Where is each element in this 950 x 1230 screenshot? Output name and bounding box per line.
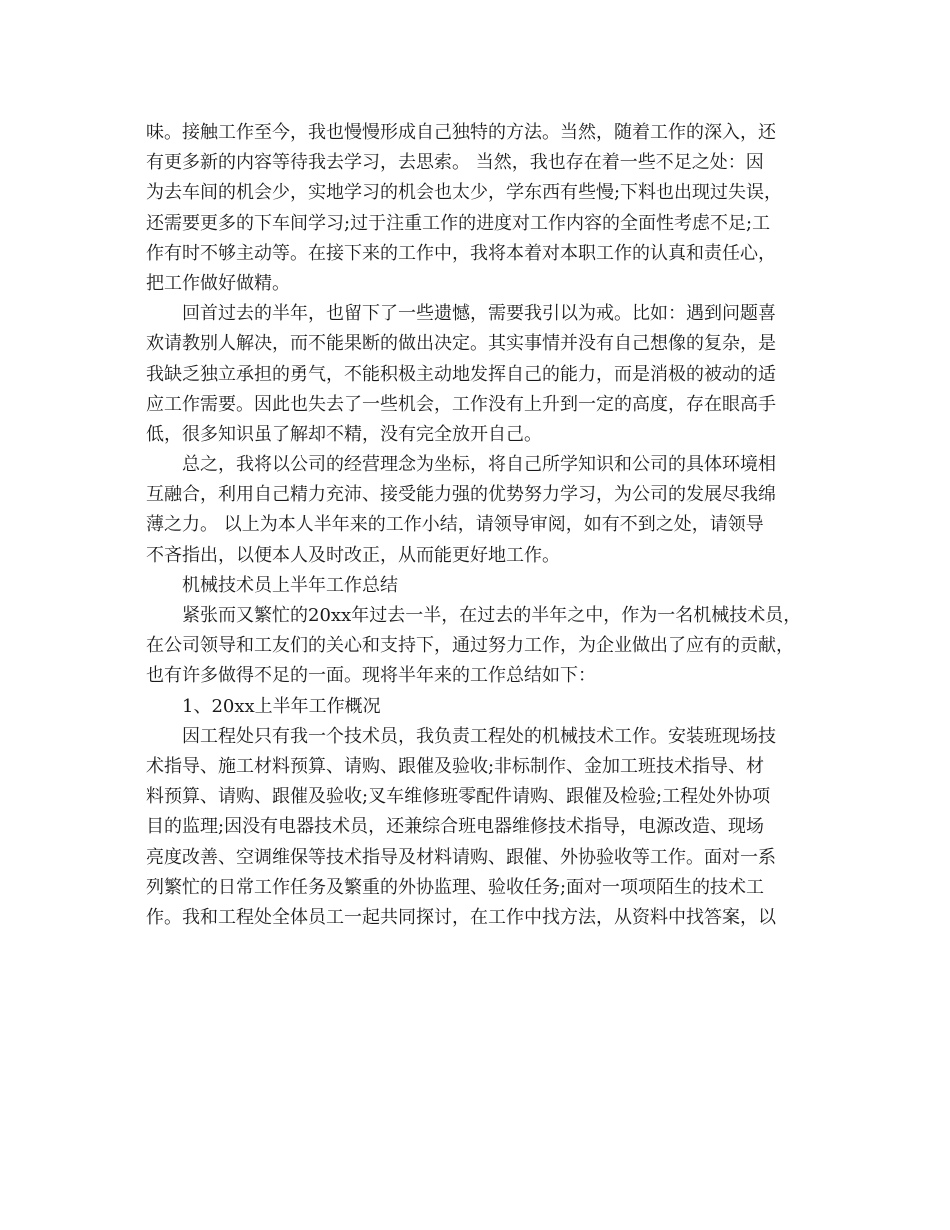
- text-line: 在公司领导和工友们的关心和支持下，通过努力工作，为企业做出了应有的贡献，: [146, 635, 794, 657]
- text-line: 味。接触工作至今，我也慢慢形成自己独特的方法。当然，随着工作的深入，还: [146, 122, 776, 143]
- document-body: [146, 118, 826, 933]
- text-line: 应工作需要。因此也失去了一些机会，工作没有上升到一定的高度，存在眼高手: [146, 393, 776, 415]
- text-line: 有更多新的内容等待我去学习，去思索。 当然，我也存在着一些不足之处：因: [146, 152, 764, 174]
- text-line: 1、20xx上半年工作概况: [182, 695, 381, 717]
- text-line: 还需要更多的下车间学习;过于注重工作的进度对工作内容的全面性考虑不足;工: [146, 212, 771, 234]
- text-line: 低，很多知识虽了解却不精，没有完全放开自己。: [146, 423, 542, 445]
- text-line: 作。我和工程处全体员工一起共同探讨，在工作中找方法，从资料中找答案，以: [146, 906, 776, 928]
- text-line: 因工程处只有我一个技术员，我负责工程处的机械技术工作。安装班现场技: [182, 725, 776, 747]
- text-line: 作有时不够主动等。在接下来的工作中，我将本着对本职工作的认真和责任心，: [146, 242, 776, 264]
- text-line: 我缺乏独立承担的勇气，不能积极主动地发挥自己的能力，而是消极的被动的适: [146, 363, 776, 385]
- text-line: 机械技术员上半年工作总结: [182, 574, 398, 596]
- text-line: 紧张而又繁忙的20xx年过去一半，在过去的半年之中，作为一名机械技术员，: [182, 605, 802, 626]
- text-line: 互融合，利用自己精力充沛、接受能力强的优势努力学习，为公司的发展尽我绵: [146, 484, 776, 506]
- text-line: 料预算、请购、跟催及验收;叉车维修班零配件请购、跟催及检验;工程处外协项: [146, 786, 771, 808]
- text-line: 把工作做好做精。: [146, 272, 290, 294]
- text-line: 回首过去的半年，也留下了一些遗憾，需要我引以为戒。比如：遇到问题喜: [182, 303, 776, 325]
- text-line: 薄之力。 以上为本人半年来的工作小结，请领导审阅，如有不到之处，请领导: [146, 514, 764, 536]
- text-line: 不吝指出，以便本人及时改正，从而能更好地工作。: [146, 544, 560, 566]
- text-line: 也有许多做得不足的一面。现将半年来的工作总结如下：: [146, 665, 596, 687]
- text-line: 为去车间的机会少，实地学习的机会也太少，学东西有些慢;下料也出现过失误，: [146, 182, 783, 204]
- text-line: 列繁忙的日常工作任务及繁重的外协监理、验收任务;面对一项项陌生的技术工: [146, 876, 765, 898]
- text-line: 亮度改善、空调维保等技术指导及材料请购、跟催、外协验收等工作。面对一系: [146, 846, 776, 868]
- text-line: 总之，我将以公司的经营理念为坐标，将自己所学知识和公司的具体环境相: [182, 454, 776, 476]
- text-line: 欢请教别人解决，而不能果断的做出决定。其实事情并没有自己想像的复杂，是: [146, 333, 776, 355]
- text-line: 术指导、施工材料预算、请购、跟催及验收;非标制作、金加工班技术指导、材: [146, 755, 765, 777]
- text-line: 目的监理;因没有电器技术员，还兼综合班电器维修技术指导，电源改造、现场: [146, 816, 765, 838]
